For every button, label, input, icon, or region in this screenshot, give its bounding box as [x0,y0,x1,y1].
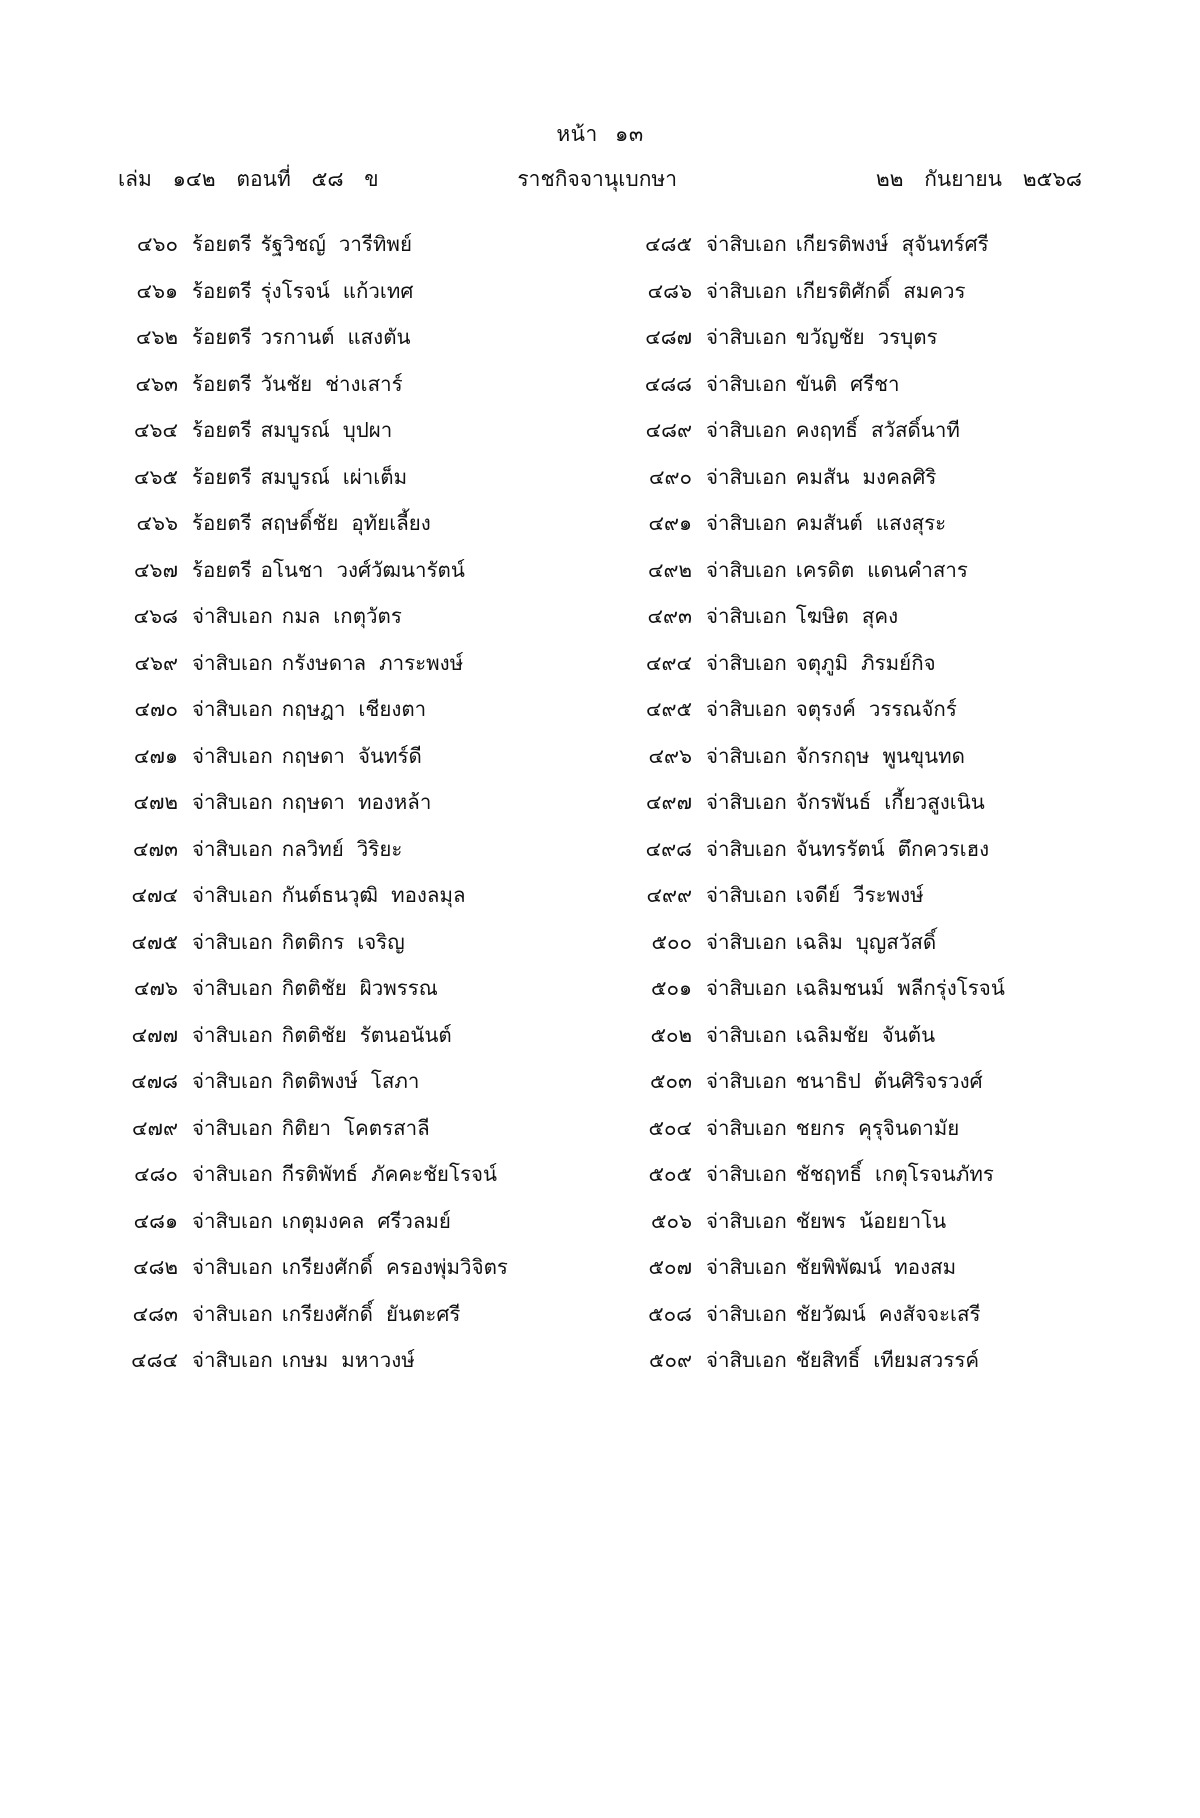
entry-first-name: จักรกฤษ [795,743,870,768]
entry-last-name: วีระพงษ์ [853,883,924,907]
entry-first-name: จตุรงค์ [795,697,856,721]
entry-last-name: วารีทิพย์ [338,232,412,256]
entry-rank: ร้อยตรี [192,232,252,256]
entry-rank: จ่าสิบเอก [706,511,787,535]
entry-last-name: เทียมสวรรค์ [873,1348,980,1372]
entry-last-name: อุทัยเลี้ยง [351,511,431,535]
volume-number: ๑๔๒ [172,167,216,191]
entry-number: ๔๖๓ [135,371,178,396]
section-number: ๕๘ [311,167,344,191]
entry-first-name: รัฐวิชญ์ [260,232,326,256]
entry-first-name: กิตติชัย [281,976,347,1000]
entry-last-name: ครองพุ่มวิจิตร [385,1255,508,1279]
entry-number: ๔๖๘ [133,604,178,628]
entry-rank: จ่าสิบเอก [706,1208,787,1233]
entry-number: ๔๙๖ [648,743,692,768]
entry-rank: จ่าสิบเอก [192,743,273,768]
entry-rank: จ่าสิบเอก [706,1255,787,1279]
name-list-item [130,1350,576,1397]
name-list-item [644,1350,1090,1397]
entry-rank: จ่าสิบเอก [706,604,787,628]
entry-first-name: สฤษดิ์ชัย [260,511,339,535]
entry-rank: จ่าสิบเอก [706,232,787,256]
entry-number: ๕๐๖ [650,1208,692,1233]
entry-number: ๔๙๕ [645,697,692,721]
name-list-item [130,1022,576,1072]
name-list-item [644,1301,1090,1351]
entry-first-name: เฉลิม [795,929,843,954]
entry-number: ๕๐๐ [651,929,692,954]
entry-rank: จ่าสิบเอก [706,1162,787,1186]
entry-first-name: จตุภูมิ [795,650,849,675]
entry-rank: ร้อยตรี [192,418,252,442]
entry-first-name: กิตติพงษ์ [281,1069,358,1093]
entry-first-name: เกรียงศักดิ์ [281,1301,373,1326]
section-suffix: ข [364,167,379,191]
entry-number: ๔๗๒ [133,790,178,814]
name-list-item [130,978,576,1025]
entry-last-name: มงคลศิริ [862,464,937,489]
entry-last-name: ภิรมย์กิจ [861,650,936,675]
name-list-item [130,929,576,979]
entry-last-name: วรรณจักร์ [868,697,957,721]
entry-number: ๔๙๔ [645,650,692,675]
name-list-item [644,464,1090,514]
entry-last-name: แดนคำสาร [867,557,968,582]
entry-rank: จ่าสิบเอก [706,1301,787,1326]
entry-first-name: คมสันต์ [795,511,863,535]
entry-rank: จ่าสิบเอก [192,976,273,1000]
entry-last-name: ยันตะศรี [385,1301,461,1326]
entry-first-name: ชัยสิทธิ์ [795,1348,861,1372]
name-list-item [644,1022,1090,1072]
entry-last-name: ช่างเสาร์ [325,371,403,396]
entry-last-name: บุญสวัสดิ์ [855,929,937,954]
entry-first-name: ขันติ [795,371,838,396]
entry-number: ๕๐๒ [650,1022,692,1047]
entry-number: ๔๗๓ [133,836,178,861]
name-list-item [644,1071,1090,1118]
entry-rank: ร้อยตรี [192,557,252,582]
entry-number: ๔๙๗ [646,790,692,814]
name-list-column-right [644,234,1090,1397]
entry-last-name: ภาระพงษ์ [379,650,464,675]
entry-last-name: โสภา [370,1069,420,1093]
entry-rank: จ่าสิบเอก [192,1022,273,1047]
entry-first-name: กิตติชัย [281,1022,347,1047]
entry-last-name: ตึกควรเฮง [897,836,990,861]
entry-last-name: จันต้น [881,1022,936,1047]
name-list-item [130,371,576,421]
entry-rank: จ่าสิบเอก [192,650,273,675]
entry-number: ๔๙๘ [645,836,692,861]
entry-first-name: ขวัญชัย [795,325,865,349]
entry-rank: ร้อยตรี [192,278,252,303]
name-list-item [130,1208,576,1258]
entry-last-name: เกตุโรจนภัทร [875,1162,994,1186]
name-list-item [644,836,1090,886]
entry-first-name: วรกานต์ [260,325,335,349]
name-list-item [130,1257,576,1304]
name-list-item [644,885,1090,932]
entry-last-name: ทองลมุล [391,883,466,907]
entry-rank: จ่าสิบเอก [192,836,273,861]
entry-rank: จ่าสิบเอก [706,325,787,349]
entry-first-name: เกียรติพงษ์ [795,232,889,256]
date-year: ๒๕๖๘ [1022,167,1082,191]
entry-number: ๔๖๔ [133,418,178,442]
name-list-item [130,699,576,746]
entry-number: ๕๐๘ [648,1301,692,1326]
entry-rank: จ่าสิบเอก [192,790,273,814]
entry-first-name: คมสัน [795,464,850,489]
entry-number: ๔๘๑ [133,1208,178,1233]
entry-last-name: ศรีวลมย์ [377,1208,451,1233]
name-list-item [644,1208,1090,1258]
entry-first-name: คงฤทธิ์ [795,418,858,442]
entry-first-name: ชัยพร [795,1208,847,1233]
entry-last-name: คุรุจินดามัย [858,1115,960,1140]
entry-rank: จ่าสิบเอก [706,929,787,954]
entry-number: ๔๖๐ [136,232,178,256]
entry-rank: จ่าสิบเอก [706,371,787,396]
name-list-item [644,371,1090,421]
entry-number: ๕๐๓ [649,1069,692,1093]
entry-last-name: จันทร์ดี [357,743,422,768]
entry-first-name: กฤษดา [281,743,345,768]
entry-first-name: ชยกร [795,1115,846,1140]
entry-rank: จ่าสิบเอก [192,1162,273,1186]
entry-last-name: ผิวพรรณ [359,976,438,1000]
name-list-item [130,1164,576,1211]
entry-number: ๔๗๐ [134,697,178,721]
entry-last-name: โคตรสาลี [344,1115,430,1140]
entry-number: ๕๐๙ [648,1348,692,1372]
entry-rank: ร้อยตรี [192,325,252,349]
entry-last-name: สุจันทร์ศรี [901,232,989,256]
name-list-item [644,606,1090,653]
masthead-row [0,163,1200,196]
name-list-item [130,513,576,560]
masthead-left [118,163,379,196]
entry-rank: จ่าสิบเอก [192,1301,273,1326]
entry-last-name: เกตุวัตร [333,604,402,628]
entry-number: ๔๗๗ [131,1022,178,1047]
entry-rank: ร้อยตรี [192,371,252,396]
entry-first-name: ชนาธิป [795,1069,861,1093]
entry-first-name: กรังษดาล [281,650,367,675]
entry-last-name: คงสัจจะเสรี [878,1301,981,1326]
entry-last-name: มหาวงษ์ [341,1348,415,1372]
entry-number: ๔๗๑ [134,743,178,768]
entry-first-name: รุ่งโรจน์ [260,278,330,303]
entry-rank: ร้อยตรี [192,511,252,535]
entry-last-name: แสงตัน [347,325,411,349]
page-number: ๑๓ [615,122,644,146]
entry-rank: จ่าสิบเอก [706,836,787,861]
entry-number: ๕๐๔ [648,1115,692,1140]
entry-last-name: พลีกรุ่งโรจน์ [897,976,1005,1000]
name-list-item [130,327,576,374]
name-list-item [644,929,1090,979]
name-list-item [644,743,1090,793]
gazette-title: ราชกิจจานุเบกษา [517,167,678,191]
entry-rank: จ่าสิบเอก [706,278,787,303]
name-list-item [644,327,1090,374]
entry-last-name: แก้วเทศ [342,278,414,303]
entry-last-name: น้อยยาโน [859,1208,947,1233]
name-list-item [644,557,1090,607]
entry-first-name: เกษม [281,1348,329,1372]
entry-last-name: เจริญ [357,929,405,954]
entry-first-name: กฤษฎา [281,697,346,721]
entry-number: ๔๙๙ [646,883,692,907]
entry-first-name: เกียรติศักดิ์ [795,278,891,303]
entry-rank: จ่าสิบเอก [192,1069,273,1093]
entry-last-name: สวัสดิ์นาที [870,418,960,442]
entry-rank: จ่าสิบเอก [706,1348,787,1372]
entry-number: ๔๗๔ [131,883,178,907]
entry-first-name: เฉลิมชัย [795,1022,869,1047]
entry-number: ๔๘๖ [647,278,692,303]
name-list-item [644,513,1090,560]
entry-first-name: เฉลิมชนม์ [795,976,885,1000]
entry-rank: จ่าสิบเอก [706,418,787,442]
entry-first-name: กันต์ธนวุฒิ [281,883,379,907]
entry-rank: จ่าสิบเอก [706,1069,787,1093]
entry-first-name: เกตุมงคล [281,1208,365,1233]
entry-number: ๔๙๒ [647,557,692,582]
name-list-item [130,557,576,607]
name-list-item [644,1164,1090,1211]
name-list-item [130,420,576,467]
name-list-item [130,464,576,514]
entry-number: ๔๘๙ [645,418,692,442]
name-list-item [130,1301,576,1351]
entry-number: ๕๐๗ [648,1255,692,1279]
entry-rank: จ่าสิบเอก [706,464,787,489]
name-list-item [130,234,576,281]
entry-first-name: ชัยวัฒน์ [795,1301,866,1326]
entry-number: ๔๖๑ [136,278,178,303]
entry-number: ๔๘๓ [132,1301,178,1326]
entry-first-name: กีรติพัทธ์ [281,1162,359,1186]
entry-number: ๔๖๙ [134,650,178,675]
name-list-item [644,792,1090,839]
entry-number: ๔๙๓ [647,604,692,628]
entry-rank: จ่าสิบเอก [192,697,273,721]
entry-number: ๕๐๕ [648,1162,692,1186]
entry-rank: จ่าสิบเอก [192,1115,273,1140]
entry-rank: จ่าสิบเอก [706,1022,787,1047]
name-list-item [644,420,1090,467]
entry-rank: จ่าสิบเอก [192,883,273,907]
entry-number: ๔๗๘ [131,1069,178,1093]
entry-number: ๔๘๒ [133,1255,178,1279]
entry-rank: จ่าสิบเอก [192,1208,273,1233]
entry-last-name: วรบุตร [877,325,938,349]
entry-rank: จ่าสิบเอก [192,929,273,954]
entry-number: ๔๖๕ [133,464,178,489]
entry-last-name: ศรีชา [850,371,900,396]
entry-first-name: กิติยา [281,1115,332,1140]
entry-rank: จ่าสิบเอก [706,557,787,582]
entry-last-name: ทองหล้า [357,790,432,814]
entry-last-name: เผ่าเต็ม [342,464,408,489]
name-list-item [130,836,576,886]
entry-rank: จ่าสิบเอก [706,743,787,768]
entry-last-name: ทองสม [894,1255,957,1279]
name-list-item [644,278,1090,328]
page-header [0,118,1200,196]
entry-rank: จ่าสิบเอก [706,790,787,814]
entry-last-name: วงศ์วัฒนารัตน์ [336,557,465,582]
name-list-item [644,1257,1090,1304]
entry-rank: จ่าสิบเอก [706,650,787,675]
entry-first-name: จักรพันธ์ [795,790,872,814]
entry-first-name: กฤษดา [281,790,345,814]
entry-rank: ร้อยตรี [192,464,252,489]
page-number-line [0,118,1200,151]
name-list-item [130,650,576,700]
entry-number: ๔๙๑ [648,511,692,535]
entry-last-name: วิริยะ [356,836,403,861]
name-list-item [130,792,576,839]
name-list-item [644,699,1090,746]
entry-first-name: เครดิต [795,557,855,582]
entry-number: ๔๘๕ [645,232,692,256]
name-list-column-left [130,234,576,1397]
gazette-page [0,118,1200,1818]
name-list-item [130,606,576,653]
entry-first-name: กลวิทย์ [281,836,344,861]
entry-rank: จ่าสิบเอก [706,976,787,1000]
entry-number: ๔๙๐ [648,464,692,489]
entry-number: ๔๖๗ [134,557,178,582]
entry-first-name: เจดีย์ [795,883,841,907]
entry-last-name: ต้นศิริจรวงศ์ [873,1069,983,1093]
entry-last-name: เกี้ยวสูงเนิน [884,790,985,814]
entry-number: ๔๗๖ [134,976,178,1000]
entry-last-name: สมควร [903,278,966,303]
entry-rank: จ่าสิบเอก [706,883,787,907]
entry-number: ๔๘๗ [645,325,692,349]
entry-rank: จ่าสิบเอก [706,1115,787,1140]
name-list-item [130,743,576,793]
entry-rank: จ่าสิบเอก [192,1255,273,1279]
entry-last-name: รัตนอนันต์ [359,1022,452,1047]
entry-rank: จ่าสิบเอก [192,604,273,628]
entry-last-name: พูนขุนทด [882,743,965,768]
entry-first-name: จันทรรัตน์ [795,836,885,861]
section-label: ตอนที่ [236,167,291,191]
entry-first-name: เกรียงศักดิ์ [281,1255,373,1279]
entry-number: ๔๗๙ [132,1115,178,1140]
entry-first-name: อโนชา [260,557,324,582]
entry-number: ๔๘๘ [644,371,692,396]
entry-number: ๕๐๑ [650,976,692,1000]
name-list-columns [0,234,1200,1397]
entry-last-name: แสงสุระ [875,511,947,535]
entry-rank: จ่าสิบเอก [192,1348,273,1372]
name-list-item [130,1115,576,1165]
date-day: ๒๒ [875,167,904,191]
name-list-item [644,978,1090,1025]
entry-rank: จ่าสิบเอก [706,697,787,721]
entry-first-name: ชัชฤทธิ์ [795,1162,863,1186]
volume-label: เล่ม [118,167,152,191]
masthead-date [876,163,1082,196]
entry-first-name: กมล [281,604,321,628]
entry-number: ๔๗๕ [131,929,178,954]
entry-number: ๔๖๖ [136,511,178,535]
entry-last-name: เชียงตา [358,697,427,721]
entry-first-name: วันชัย [260,371,313,396]
entry-first-name: สมบูรณ์ [260,464,330,489]
entry-last-name: ภัคคะชัยโรจน์ [371,1162,497,1186]
entry-number: ๔๘๐ [134,1162,178,1186]
name-list-item [130,278,576,328]
name-list-item [644,650,1090,700]
entry-first-name: ชัยพิพัฒน์ [795,1255,882,1279]
date-month: กันยายน [924,167,1003,191]
entry-first-name: โฆษิต [795,604,849,628]
entry-last-name: สุคง [861,604,899,628]
entry-first-name: สมบูรณ์ [260,418,330,442]
entry-number: ๔๖๒ [135,325,178,349]
entry-first-name: กิตติกร [281,929,345,954]
name-list-item [130,1071,576,1118]
name-list-item [644,234,1090,281]
name-list-item [130,885,576,932]
entry-number: ๔๘๔ [131,1348,178,1372]
entry-last-name: บุปผา [342,418,393,442]
page-label: หน้า [556,122,598,146]
name-list-item [644,1115,1090,1165]
